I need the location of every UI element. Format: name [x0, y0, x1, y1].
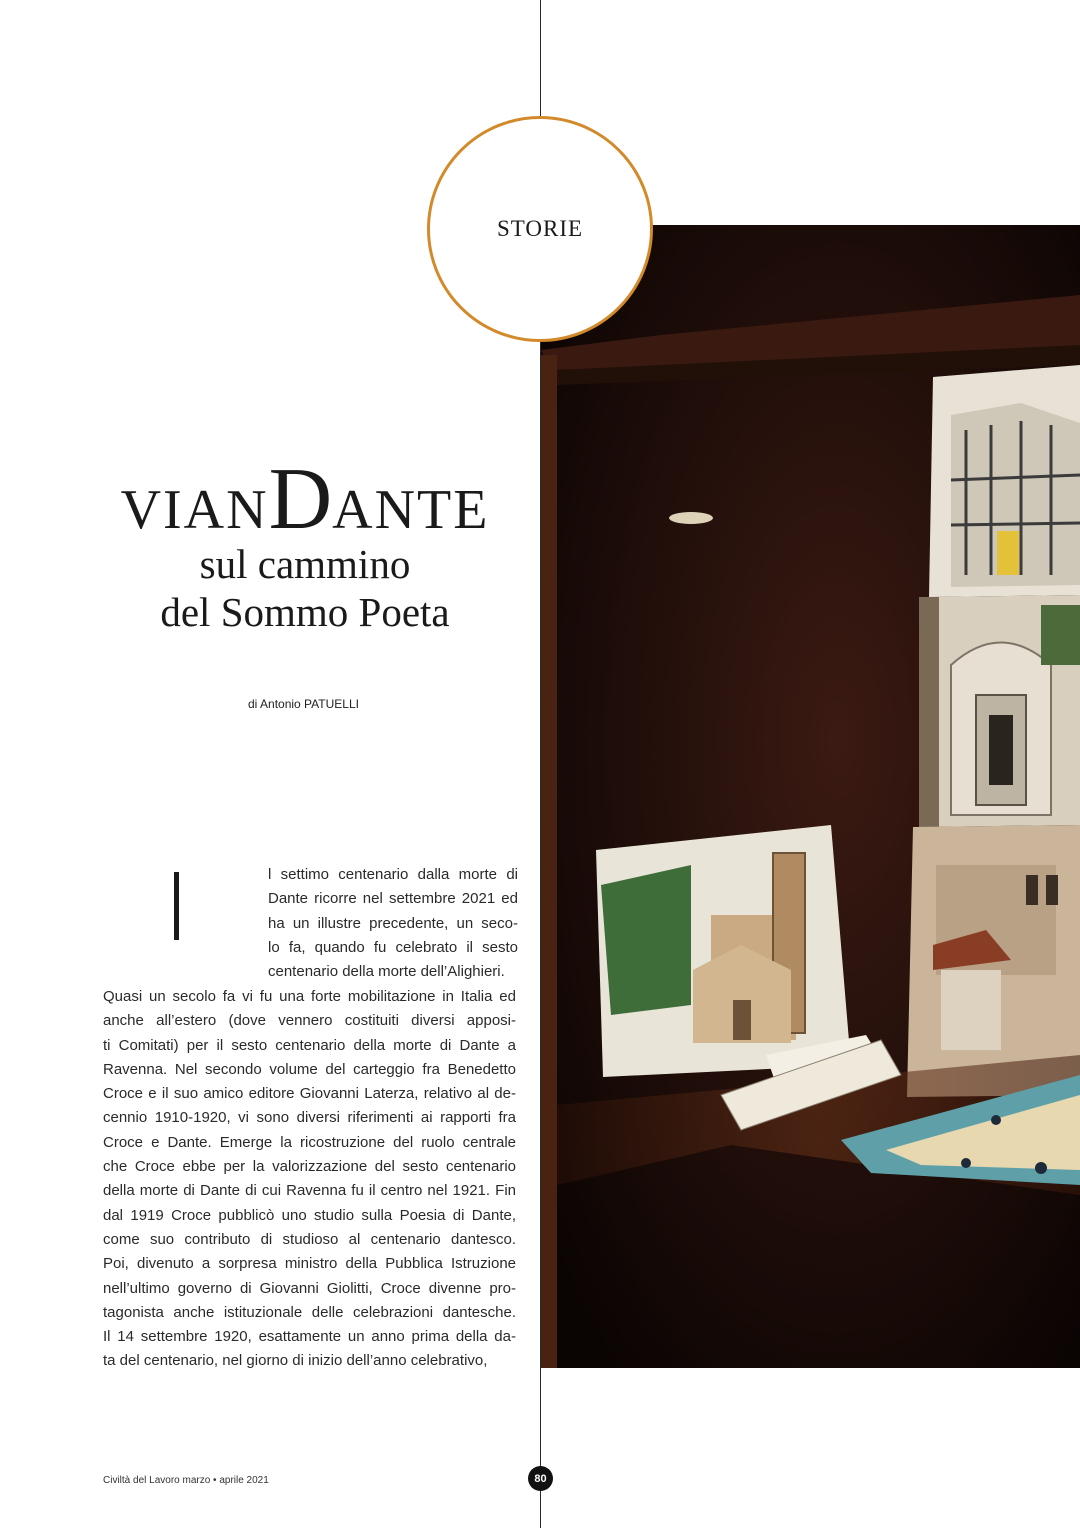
title-part2: ANTE	[332, 479, 490, 541]
body-text-line: Poi, divenuto a sorpresa ministro della Pubblica Istruzione	[103, 1255, 516, 1273]
body-text-line: ta del centenario, nel giorno di inizio dell’anno celebrativo,	[103, 1352, 488, 1370]
body-text-line: centenario della morte dell’Alighieri.	[268, 963, 505, 981]
body-text-line: l settimo centenario dalla morte di	[268, 866, 518, 883]
display-case-illustration	[541, 225, 1080, 1368]
body-text-line: che Croce ebbe per la valorizzazione del sesto centenario	[103, 1158, 516, 1176]
footer-publication: Civiltà del Lavoro marzo • aprile 2021	[103, 1475, 269, 1486]
page-number: 80	[528, 1466, 553, 1491]
article-title	[100, 451, 510, 636]
exhibit-photo	[541, 225, 1080, 1368]
body-text-line: nell’ultimo governo di Giovanni Giolitti, Croce divenne pro-	[103, 1279, 516, 1297]
body-intro-lines	[268, 863, 518, 984]
body-text-line: ha un illustre precedente, un seco-	[268, 914, 518, 932]
body-text-line: Croce e il suo amico editore Giovanni Laterza, relativo al de-	[103, 1085, 516, 1103]
section-badge-label: STORIE	[496, 216, 584, 241]
body-main-lines	[103, 985, 516, 1374]
body-text-line: lo fa, quando fu celebrato il sesto	[268, 938, 518, 956]
body-text-line: Quasi un secolo fa vi fu una forte mobilitazione in Italia ed	[103, 988, 516, 1005]
body-text-line: anche all’estero (dove vennero costituiti diversi apposi-	[103, 1012, 516, 1030]
title-part1: VIAN	[120, 479, 269, 541]
body-text-line: tagonista anche istituzionale delle celebrazioni dantesche.	[103, 1303, 516, 1321]
body-text-line: come suo contributo di studioso al centenario dantesco.	[103, 1230, 516, 1248]
body-text-line: dal 1919 Croce pubblicò uno studio sulla Poesia di Dante,	[103, 1206, 516, 1224]
body-text-line: cennio 1910-1920, vi sono diversi riferimenti ai rapporti fra	[103, 1109, 516, 1127]
body-text-line: Ravenna. Nel secondo volume del carteggio fra Benedetto	[103, 1060, 516, 1078]
body-text-line: Il 14 settembre 1920, esattamente un anno prima della da-	[103, 1328, 516, 1346]
section-badge	[427, 116, 653, 342]
byline: di Antonio PATUELLI	[248, 697, 359, 711]
body-text-line: della morte di Dante di cui Ravenna fu il centro nel 1921. Fin	[103, 1182, 516, 1200]
title-subtitle-line-1: sul cammino	[199, 541, 411, 587]
title-subtitle-line-2: del Sommo Poeta	[160, 589, 450, 635]
body-text-line: Dante ricorre nel settembre 2021 ed	[268, 890, 518, 908]
body-text-line: ti Comitati) per il sesto centenario della morte di Dante a	[103, 1036, 516, 1054]
drop-cap	[172, 866, 182, 940]
body-text-line: Croce e Dante. Emerge la ricostruzione del ruolo centrale	[103, 1133, 516, 1151]
title-main-line	[100, 451, 510, 548]
title-big-letter: D	[268, 451, 333, 548]
